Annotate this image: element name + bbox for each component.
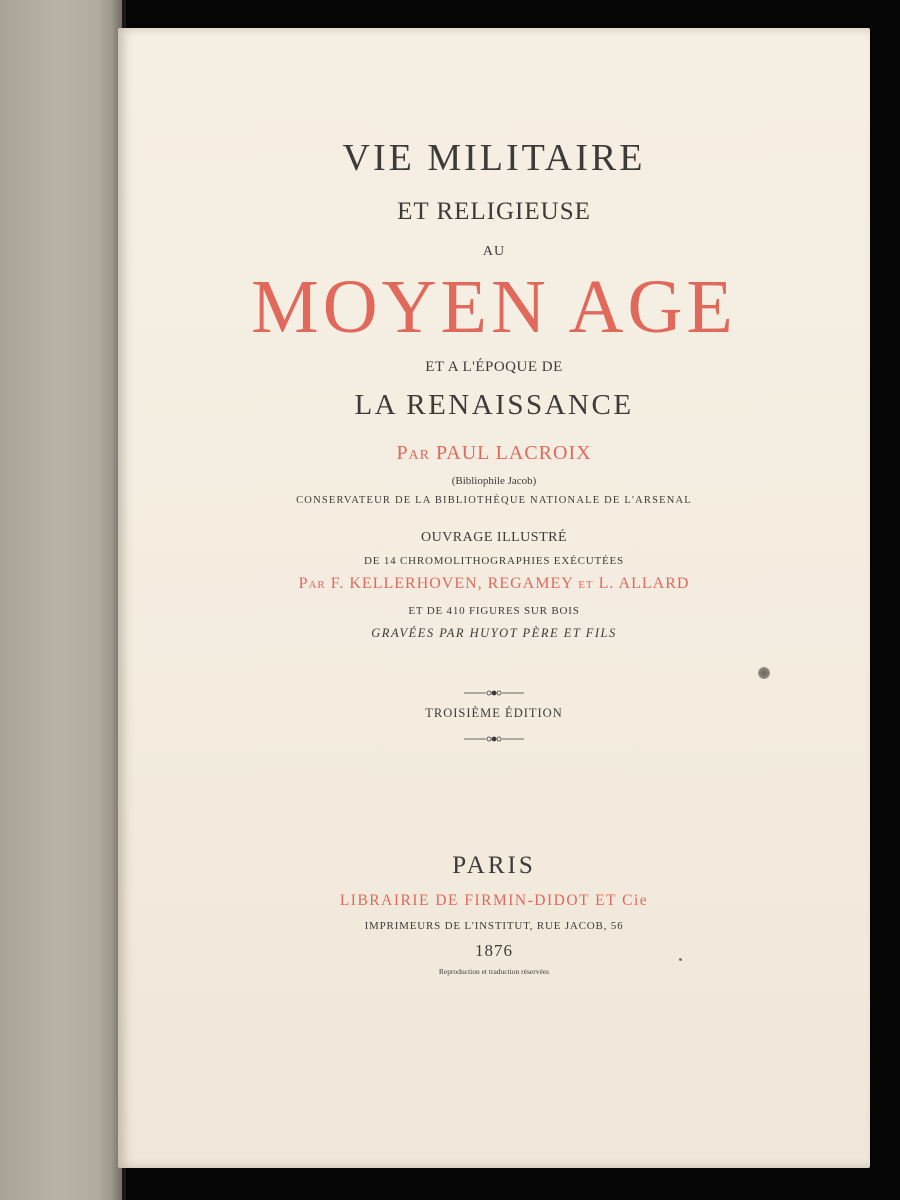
title-line-renaissance: LA RENAISSANCE — [354, 389, 634, 421]
fleuron-icon — [464, 688, 524, 698]
rights-line: Reproduction et traduction réservées — [438, 967, 550, 976]
chromolithographs-line: DE 14 CHROMOLITHOGRAPHIES EXÉCUTÉES — [364, 555, 624, 567]
flyleaf — [0, 0, 122, 1200]
title-line-et-religieuse: ET RELIGIEUSE — [397, 198, 591, 225]
illustrators-line: Par F. KELLERHOVEN, REGAMEY et L. ALLARD — [298, 575, 690, 592]
publisher-line: LIBRAIRIE DE FIRMIN-DIDOT ET Cie — [339, 892, 649, 909]
author-role-line: CONSERVATEUR DE LA BIBLIOTHÈQUE NATIONALE DE L'ARSENAL — [296, 495, 692, 506]
foxing-speck — [679, 958, 682, 961]
figures-line: ET DE 410 FIGURES SUR BOIS — [408, 605, 580, 617]
main-title: MOYEN AGE — [251, 265, 737, 349]
title-page — [118, 28, 870, 1168]
printer-line: IMPRIMEURS DE L'INSTITUT, RUE JACOB, 56 — [364, 920, 624, 932]
pseudonym-line: (Bibliophile Jacob) — [451, 475, 537, 487]
foxing-spot — [758, 667, 770, 679]
city-line: PARIS — [452, 852, 536, 879]
engravers-line: GRAVÉES PAR HUYOT PÈRE ET FILS — [371, 626, 617, 640]
illustrated-line: OUVRAGE ILLUSTRÉ — [420, 530, 568, 545]
edition-line: TROISIÈME ÉDITION — [425, 706, 563, 720]
fleuron-icon — [464, 734, 524, 744]
title-line-epoque: ET A L'ÉPOQUE DE — [425, 359, 563, 375]
ornament-divider-bottom — [118, 731, 870, 741]
title-line-au: AU — [482, 244, 506, 259]
ornament-divider-top — [118, 685, 870, 695]
title-line-vie-militaire: VIE MILITAIRE — [342, 137, 646, 179]
author-line: Par PAUL LACROIX — [396, 442, 592, 464]
year-line: 1876 — [475, 941, 513, 960]
